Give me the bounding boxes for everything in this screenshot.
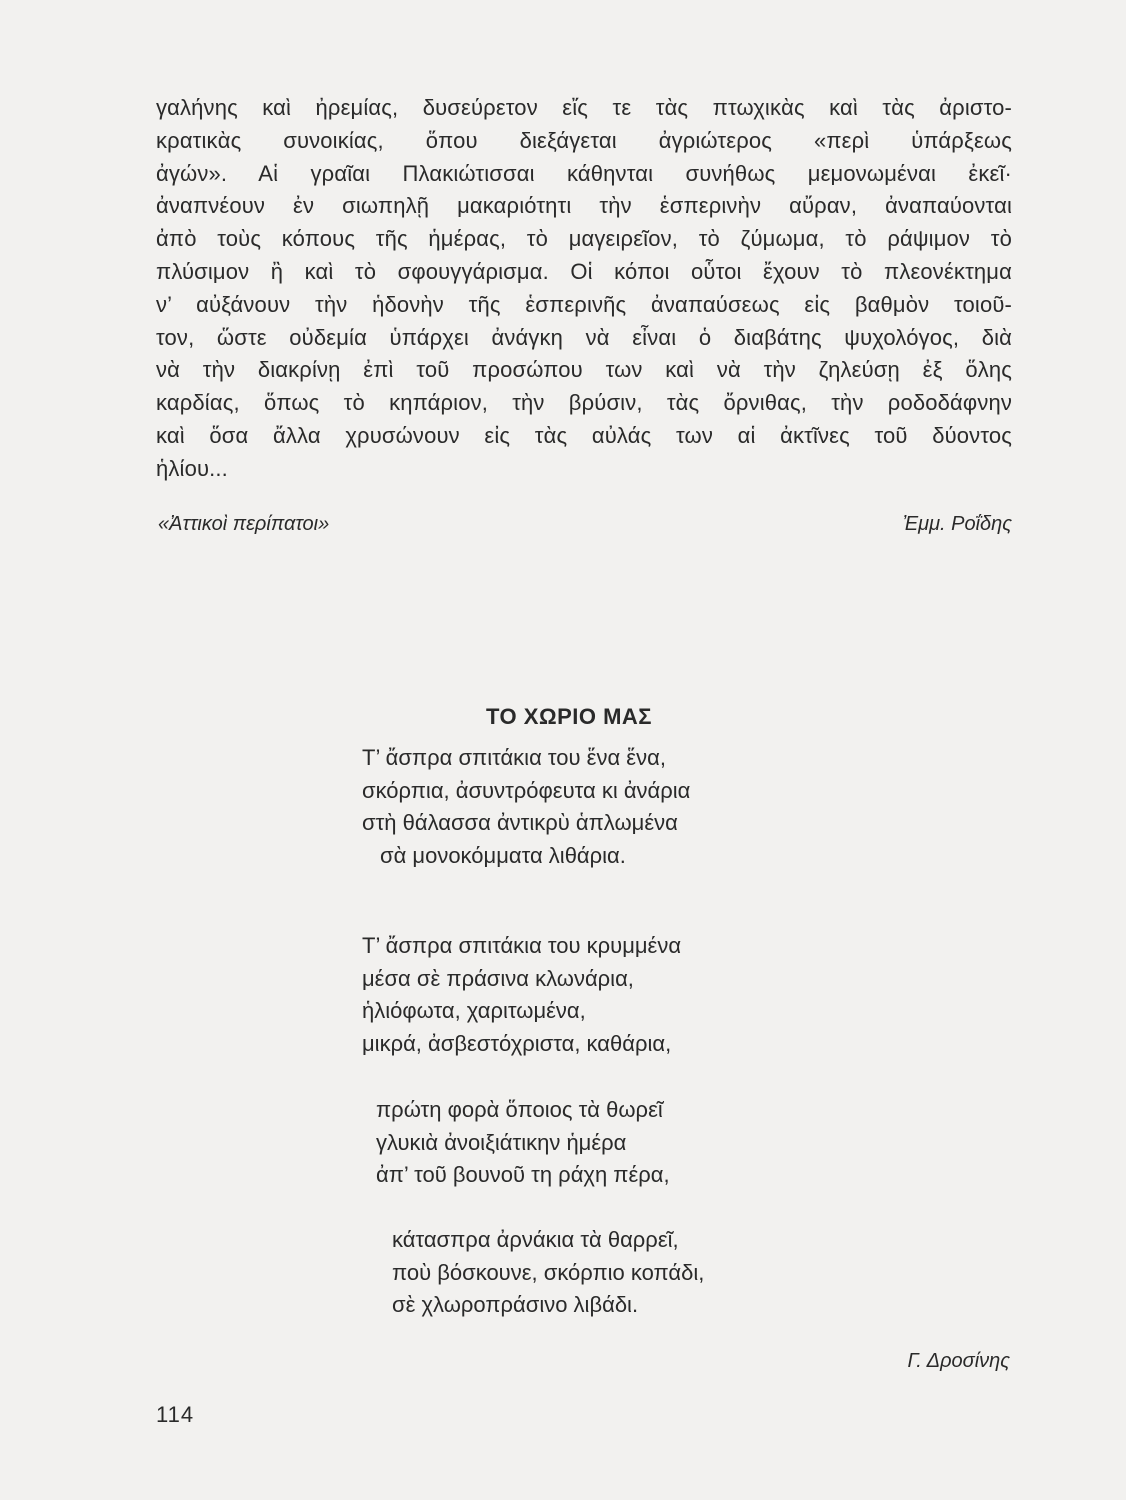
poem-line: Τ’ ἄσπρα σπιτάκια του ἕνα ἕνα, [362, 745, 666, 770]
prose-line: ἀναπνέουν ἐν σιωπηλῇ μακαριότητι τὴν ἑσπερινὴν αὔραν, ἀναπαύονται [156, 193, 1012, 219]
poem-line: μικρά, ἀσβεστόχριστα, καθάρια, [362, 1030, 672, 1056]
poem-line: σκόρπια, ἀσυντρόφευτα κι ἀνάρια [362, 777, 691, 803]
poem-line: ἀπ’ τοῦ βουνοῦ τη ράχη πέρα, [376, 1162, 670, 1187]
poem-stanza-1 [362, 742, 690, 872]
prose-line: καρδίας, ὅπως τὸ κηπάριον, τὴν βρύσιν, τὰς ὄρνιθας, τὴν ροδοδάφνην [156, 390, 1012, 416]
prose-line: πλύσιμον ἢ καὶ τὸ σφουγγάρισμα. Οἱ κόποι οὗτοι ἔχουν τὸ πλεονέκτημα [156, 258, 1012, 284]
poem-line: ποὺ βόσκουνε, σκόρπιο κοπάδι, [392, 1259, 705, 1285]
prose-line: ἀπὸ τοὺς κόπους τῆς ἡμέρας, τὸ μαγειρεῖον, τὸ ζύμωμα, τὸ ράψιμον τὸ [156, 226, 1012, 252]
prose-citation [158, 513, 1012, 536]
prose-line: ἀγών». Αἱ γραῖαι Πλακιώτισσαι κάθηνται συνήθως μεμονωμέναι ἐκεῖ· [156, 160, 1012, 186]
poem-stanza-2 [362, 930, 681, 1060]
poem-stanza-4 [392, 1224, 704, 1322]
prose-passage [156, 92, 1012, 486]
poem-line: σὰ μονοκόμματα λιθάρια. [380, 842, 626, 868]
citation-author: Ἐμμ. Ροΐδης [902, 513, 1012, 535]
poem-title: ΤΟ ΧΩΡΙΟ ΜΑΣ [486, 704, 653, 729]
prose-line: τον, ὥστε οὐδεμία ὑπάρχει ἀνάγκη νὰ εἶναι ὁ διαβάτης ψυχολόγος, διὰ [156, 324, 1012, 350]
poem-line: ἡλιόφωτα, χαριτωμένα, [362, 998, 586, 1023]
poem-line: μέσα σὲ πράσινα κλωνάρια, [362, 965, 634, 991]
poem-line: πρώτη φορὰ ὅποιος τὰ θωρεῖ [376, 1097, 663, 1122]
poem-line: κάτασπρα ἀρνάκια τὰ θαρρεῖ, [392, 1227, 679, 1252]
poem-line: σὲ χλωροπράσινο λιβάδι. [392, 1292, 639, 1317]
prose-line: γαλήνης καὶ ἠρεμίας, δυσεύρετον εἴς τε τὰς πτωχικὰς καὶ τὰς ἀριστο- [156, 95, 1012, 120]
citation-source: «Ἀττικοὶ περίπατοι» [158, 513, 330, 535]
prose-line: νὰ τὴν διακρίνῃ ἐπὶ τοῦ προσώπου των καὶ νὰ τὴν ζηλεύσῃ ἐξ ὅλης [156, 357, 1012, 383]
prose-line: ν’ αὐξάνουν τὴν ἡδονὴν τῆς ἑσπερινῆς ἀναπαύσεως εἰς βαθμὸν τοιοῦ- [156, 291, 1012, 317]
prose-line: καὶ ὅσα ἄλλα χρυσώνουν εἰς τὰς αὐλάς των αἱ ἀκτῖνες τοῦ δύοντος [156, 422, 1012, 448]
poem-line: Τ’ ἄσπρα σπιτάκια του κρυμμένα [362, 933, 682, 958]
prose-line: κρατικὰς συνοικίας, ὅπου διεξάγεται ἀγριώτερος «περὶ ὑπάρξεως [156, 127, 1012, 153]
page-number: 114 [156, 1402, 195, 1427]
poem-signature: Γ. Δροσίνης [907, 1350, 1010, 1372]
poem-line: στὴ θάλασσα ἀντικρὺ ἁπλωμένα [362, 810, 678, 835]
poem-stanza-3 [376, 1094, 670, 1192]
prose-line: ἡλίου... [156, 455, 228, 481]
poem-line: γλυκιὰ ἀνοιξιάτικην ἡμέρα [376, 1129, 627, 1155]
